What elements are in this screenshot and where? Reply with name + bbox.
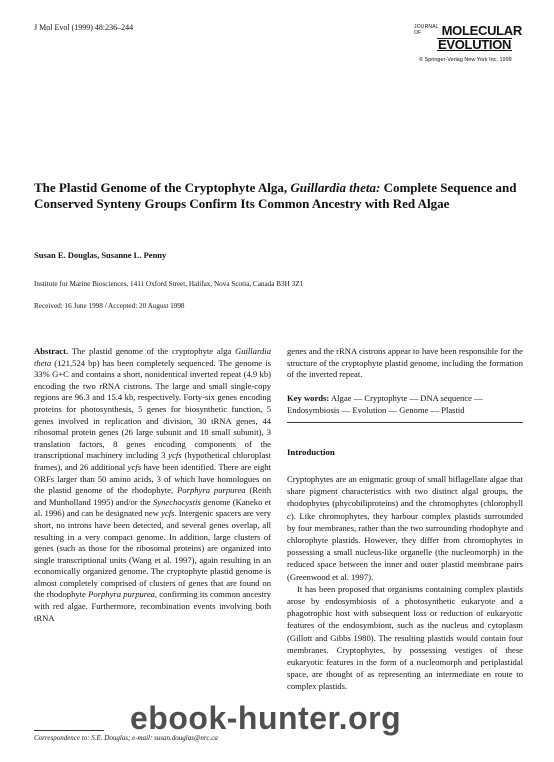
abstract: Abstract. The plastid genome of the cryptophyte alga Guillardia theta (121,524 bp) has been completely sequenced. The genome is 33% G+C and contains a short, nonidentical inverted repeat (4.9 kb) encoding the two rRNA cistrons. The large and small single-copy regions are 96.3 and 15.4 kb, respectively. Forty-six genes encoding proteins for photosynthesis, 5 genes for biosynthetic function, 5 genes involved in replication and division, 30 tRNA genes, 44 ribosomal protein genes (26 large subunit and 18 small subunit), 3 translation factors, 8 genes encoding components of the transcriptional machinery including 3 ycfs (hypothetical chloroplast frames), and 26 additional ycfs have been identified. There are eight ORFs larger than 50 amino acids, 3 of which have homologues on the plastid genome of the rhodophyte, Porphyra purpurea (Reith and Munholland 1995) and/or the Synechocystis genome (Kaneko et al. 1996) and can be designated new ycfs. Intergenic spacers are very short, no introns have been detected, and several genes overlap, all resulting in a very compact genome. In addition, large clusters of genes (such as those for the ribosomal proteins) are organized into single transcriptional units (Wang et al. 1997), again resulting in an economically organized genome. The cryptophyte plastid genome is almost completely comprised of clusters of genes that are found on the rhodophyte Porphyra purpurea, confirming its common ancestry with red algae. Furthermore, recombination events involving both tRNA: [34, 346, 272, 623]
introduction-body: [287, 473, 523, 693]
article-title: The Plastid Genome of the Cryptophyte Alga, Guillardia theta: Complete Sequence and Conserved Synteny Groups Confirm Its Common Ancestry with Red Algae: [34, 180, 517, 211]
logo-molecular: MOLECULAR: [441, 23, 522, 38]
introduction-heading: Introduction: [287, 447, 335, 457]
logo-journal-of: JOURNAL OF: [414, 24, 439, 36]
affiliation: Institute for Marine Biosciences, 1411 Oxford Street, Halifax, Nova Scotia, Canada B3H 3Z1: [34, 280, 304, 288]
introduction-paragraph: It has been proposed that organisms containing complex plastids arose by endosymbiosis of a photosynthetic eukaryote and a phagotrophic host with subsequent loss or reduction of eukaryotic features of the endosymbiont, such as the nucleus and cytoplasm (Gillott and Gibbs 1980). The resulting plastids would contain four membranes. Cryptophytes, by possessing vestiges of these eukaryotic features in the form of a nucleomorph and periplastidal space, are thought of as representing an intermediate en route to complex plastids.: [287, 583, 523, 692]
abstract-label: Abstract.: [34, 346, 69, 356]
received-accepted-dates: Received: 16 June 1998 / Accepted: 20 August 1998: [34, 302, 185, 310]
keywords: Key words: Algae — Cryptophyte — DNA sequence — Endosymbiosis — Evolution — Genome — Plastid: [287, 393, 483, 415]
abstract-continued: genes and the rRNA cistrons appear to have been responsible for the structure of the cryptophyte plastid genome, including the formation of the inverted repeat.: [287, 346, 523, 380]
watermark: ebook-hunter.org: [130, 700, 402, 736]
keywords-label: Key words:: [287, 393, 330, 403]
footnote-divider: [34, 730, 104, 731]
correspondence-footnote: Correspondence to: S.E. Douglas; e-mail: susan.douglas@nrc.ca: [34, 734, 218, 742]
logo-evolution: EVOLUTION: [438, 37, 512, 52]
keywords-divider: [287, 422, 523, 423]
copyright-notice: © Springer-Verlag New York Inc. 1999: [419, 57, 512, 63]
authors: Susan E. Douglas, Susanne L. Penny: [34, 250, 167, 260]
journal-citation: J Mol Evol (1999) 48:236–244: [34, 23, 134, 32]
introduction-paragraph: Cryptophytes are an enigmatic group of small biflagellate algae that share pigment characteristics with two distinct algal groups, the rhodophytes (phycobiliproteins) and the chromophytes (chlorophyll c). Like chromophytes, they harbour complex plastids surrounded by four membranes, rather than the two surrounding rhodophyte and chlorophyte plastids. However, they differ from chromophytes in possessing a small nucleus-like organelle (the nucleomorph) in the reduced space between the inner and outer plastid membrane pairs (Greenwood et al. 1997).: [287, 474, 523, 582]
journal-logo: [414, 24, 522, 54]
